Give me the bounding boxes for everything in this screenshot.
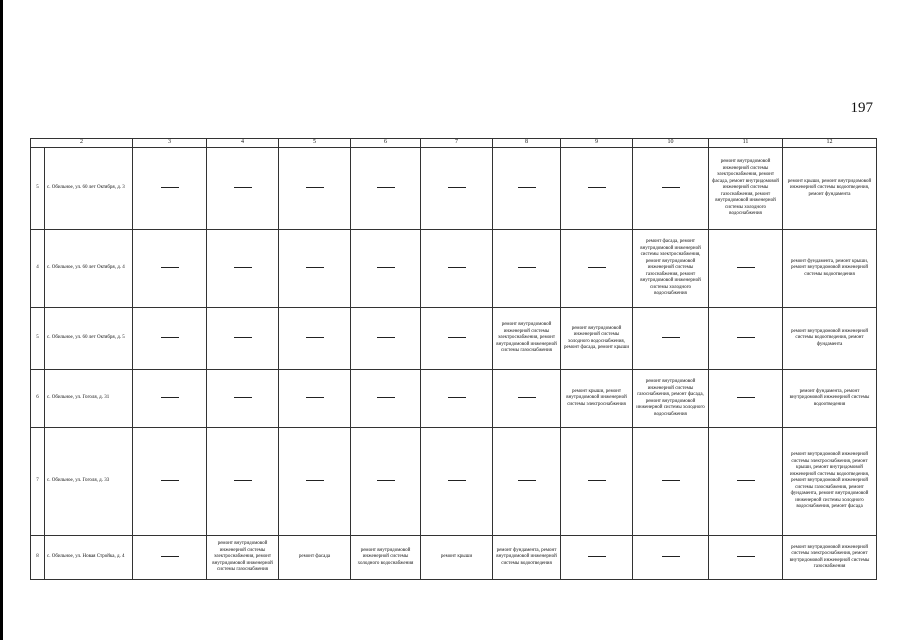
dash-mark (518, 187, 536, 188)
dash-mark (377, 337, 395, 338)
dash-mark (161, 480, 179, 481)
repair-works-cell: ремонт внутридомовой инженерной системы газоснабжения, ремонт фасада, ремонт внутридомовой инженерной системы холодного водоснабжения (633, 370, 709, 428)
empty-dash-cell (633, 308, 709, 370)
repair-works-cell: ремонт внутридомовой инженерной системы водоотведения, ремонт фундамента (783, 308, 877, 370)
column-header: 6 (351, 139, 421, 148)
table-row (31, 148, 877, 230)
table-row (31, 230, 877, 308)
dash-mark (306, 187, 324, 188)
column-header: 3 (133, 139, 207, 148)
repair-works-cell: ремонт внутридомовой инженерной системы электроснабжения, ремонт фасада, ремонт внутридомовой инженерной системы газоснабжения, ремонт внутридомовой инженерной системы холодного водоснабжения (709, 148, 783, 230)
dash-mark (234, 187, 252, 188)
dash-mark (161, 397, 179, 398)
repair-works-cell: ремонт фасада, ремонт внутридомовой инженерной системы электроснабжения, ремонт внутридомовой инженерной системы газоснабжения, ремонт внутридомовой инженерной системы холодного водоснабжения (633, 230, 709, 308)
repair-works-cell: ремонт фасада (279, 536, 351, 580)
empty-dash-cell (279, 308, 351, 370)
header-row (31, 139, 877, 148)
row-number: 6 (31, 370, 45, 428)
dash-mark (161, 187, 179, 188)
empty-dash-cell (493, 428, 561, 536)
empty-dash-cell (207, 308, 279, 370)
dash-mark (737, 267, 755, 268)
row-number: 4 (31, 230, 45, 308)
dash-mark (588, 480, 606, 481)
page-number: 197 (850, 100, 873, 116)
dash-mark (448, 187, 466, 188)
dash-mark (306, 267, 324, 268)
dash-mark (234, 337, 252, 338)
table-row (31, 370, 877, 428)
empty-dash-cell (351, 308, 421, 370)
empty-dash-cell (133, 230, 207, 308)
empty-dash-cell (561, 536, 633, 580)
row-number: 7 (31, 428, 45, 536)
column-header: 9 (561, 139, 633, 148)
dash-mark (306, 480, 324, 481)
empty-dash-cell (633, 428, 709, 536)
address-cell: с. Обильное, ул. 60 лет Октября, д. 5 (45, 308, 133, 370)
table-row (31, 428, 877, 536)
column-header: 10 (633, 139, 709, 148)
repair-works-cell: ремонт крыши (421, 536, 493, 580)
empty-dash-cell (279, 370, 351, 428)
empty-dash-cell (279, 230, 351, 308)
empty-dash-cell (133, 370, 207, 428)
table-row (31, 308, 877, 370)
row-number: 5 (31, 308, 45, 370)
dash-mark (377, 187, 395, 188)
dash-mark (377, 480, 395, 481)
empty-dash-cell (421, 308, 493, 370)
dash-mark (662, 337, 680, 338)
repair-works-cell: ремонт фундамента, ремонт внутридомовой инженерной системы водоотведения (493, 536, 561, 580)
column-header: 4 (207, 139, 279, 148)
empty-dash-cell (133, 308, 207, 370)
empty-dash-cell (207, 370, 279, 428)
dash-mark (306, 397, 324, 398)
repair-works-cell: ремонт внутридомовой инженерной системы электроснабжения, ремонт крыши, ремонт внутридомовой инженерной системы водоотведения, ремонт внутридомовой инженерной системы газоснабжения, ремонт фундамента, ремонт внутридомовой инженерной системы холодного водоснабжения, ремонт фасада (783, 428, 877, 536)
empty-dash-cell (351, 230, 421, 308)
dash-mark (161, 556, 179, 557)
dash-mark (377, 397, 395, 398)
empty-dash-cell (421, 148, 493, 230)
dash-mark (518, 267, 536, 268)
column-header: 5 (279, 139, 351, 148)
row-number: 8 (31, 536, 45, 580)
dash-mark (161, 337, 179, 338)
table-row (31, 536, 877, 580)
dash-mark (518, 480, 536, 481)
empty-dash-cell (493, 148, 561, 230)
column-header: 7 (421, 139, 493, 148)
empty-dash-cell (133, 536, 207, 580)
dash-mark (234, 267, 252, 268)
empty-dash-cell (351, 370, 421, 428)
repair-works-cell: ремонт фундамента, ремонт крыши, ремонт внутридомовой инженерной системы водоотведения (783, 230, 877, 308)
repair-works-cell: ремонт внутридомовой инженерной системы холодного водоснабжения, ремонт фасада, ремонт крыши (561, 308, 633, 370)
address-cell: с. Обильное, ул. Гоголя, д. 31 (45, 370, 133, 428)
empty-dash-cell (133, 428, 207, 536)
dash-mark (518, 397, 536, 398)
column-header: 12 (783, 139, 877, 148)
dash-mark (161, 267, 179, 268)
empty-dash-cell (133, 148, 207, 230)
column-header: 2 (31, 139, 133, 148)
address-cell: с. Обильное, ул. Гоголя, д. 33 (45, 428, 133, 536)
empty-dash-cell (421, 230, 493, 308)
empty-dash-cell (709, 370, 783, 428)
dash-mark (448, 267, 466, 268)
address-cell: с. Обильное, ул. 60 лет Октября, д. 3 (45, 148, 133, 230)
dash-mark (588, 556, 606, 557)
dash-mark (588, 267, 606, 268)
repair-works-cell: ремонт фундамента, ремонт внутридомовой инженерной системы водоотведения (783, 370, 877, 428)
row-number: 5 (31, 148, 45, 230)
empty-dash-cell (633, 536, 709, 580)
repair-works-cell: ремонт крыши, ремонт внутридомовой инженерной системы электроснабжения (561, 370, 633, 428)
repair-works-cell: ремонт внутридомовой инженерной системы электроснабжения, ремонт внутридомовой инженерной системы газоснабжения (783, 536, 877, 580)
column-header: 8 (493, 139, 561, 148)
dash-mark (234, 480, 252, 481)
dash-mark (588, 187, 606, 188)
dash-mark (737, 337, 755, 338)
dash-mark (448, 337, 466, 338)
empty-dash-cell (709, 536, 783, 580)
repair-works-cell: ремонт внутридомовой инженерной системы электроснабжения, ремонт внутридомовой инженерной системы газоснабжения (207, 536, 279, 580)
empty-dash-cell (561, 230, 633, 308)
left-border-rule (0, 0, 3, 640)
empty-dash-cell (279, 148, 351, 230)
empty-dash-cell (421, 428, 493, 536)
dash-mark (737, 397, 755, 398)
dash-mark (234, 397, 252, 398)
schedule-table (30, 138, 877, 580)
empty-dash-cell (207, 428, 279, 536)
empty-dash-cell (709, 230, 783, 308)
empty-dash-cell (493, 230, 561, 308)
dash-mark (306, 337, 324, 338)
dash-mark (662, 556, 680, 557)
empty-dash-cell (351, 148, 421, 230)
empty-dash-cell (633, 148, 709, 230)
empty-dash-cell (709, 308, 783, 370)
dash-mark (662, 187, 680, 188)
dash-mark (377, 267, 395, 268)
empty-dash-cell (493, 370, 561, 428)
dash-mark (737, 480, 755, 481)
address-cell: с. Обильное, ул. 60 лет Октября, д. 4 (45, 230, 133, 308)
repair-works-cell: ремонт крыши, ремонт внутридомовой инженерной системы водоотведения, ремонт фундамента (783, 148, 877, 230)
empty-dash-cell (421, 370, 493, 428)
empty-dash-cell (207, 148, 279, 230)
empty-dash-cell (561, 148, 633, 230)
empty-dash-cell (351, 428, 421, 536)
dash-mark (737, 556, 755, 557)
repair-works-cell: ремонт внутридомовой инженерной системы электроснабжения, ремонт внутридомовой инженерной системы газоснабжения (493, 308, 561, 370)
empty-dash-cell (207, 230, 279, 308)
dash-mark (448, 480, 466, 481)
empty-dash-cell (709, 428, 783, 536)
repair-works-cell: ремонт внутридомовой инженерной системы холодного водоснабжения (351, 536, 421, 580)
empty-dash-cell (279, 428, 351, 536)
empty-dash-cell (561, 428, 633, 536)
column-header: 11 (709, 139, 783, 148)
dash-mark (448, 397, 466, 398)
address-cell: с. Обильное, ул. Новая Стройка, д. 4 (45, 536, 133, 580)
dash-mark (662, 480, 680, 481)
